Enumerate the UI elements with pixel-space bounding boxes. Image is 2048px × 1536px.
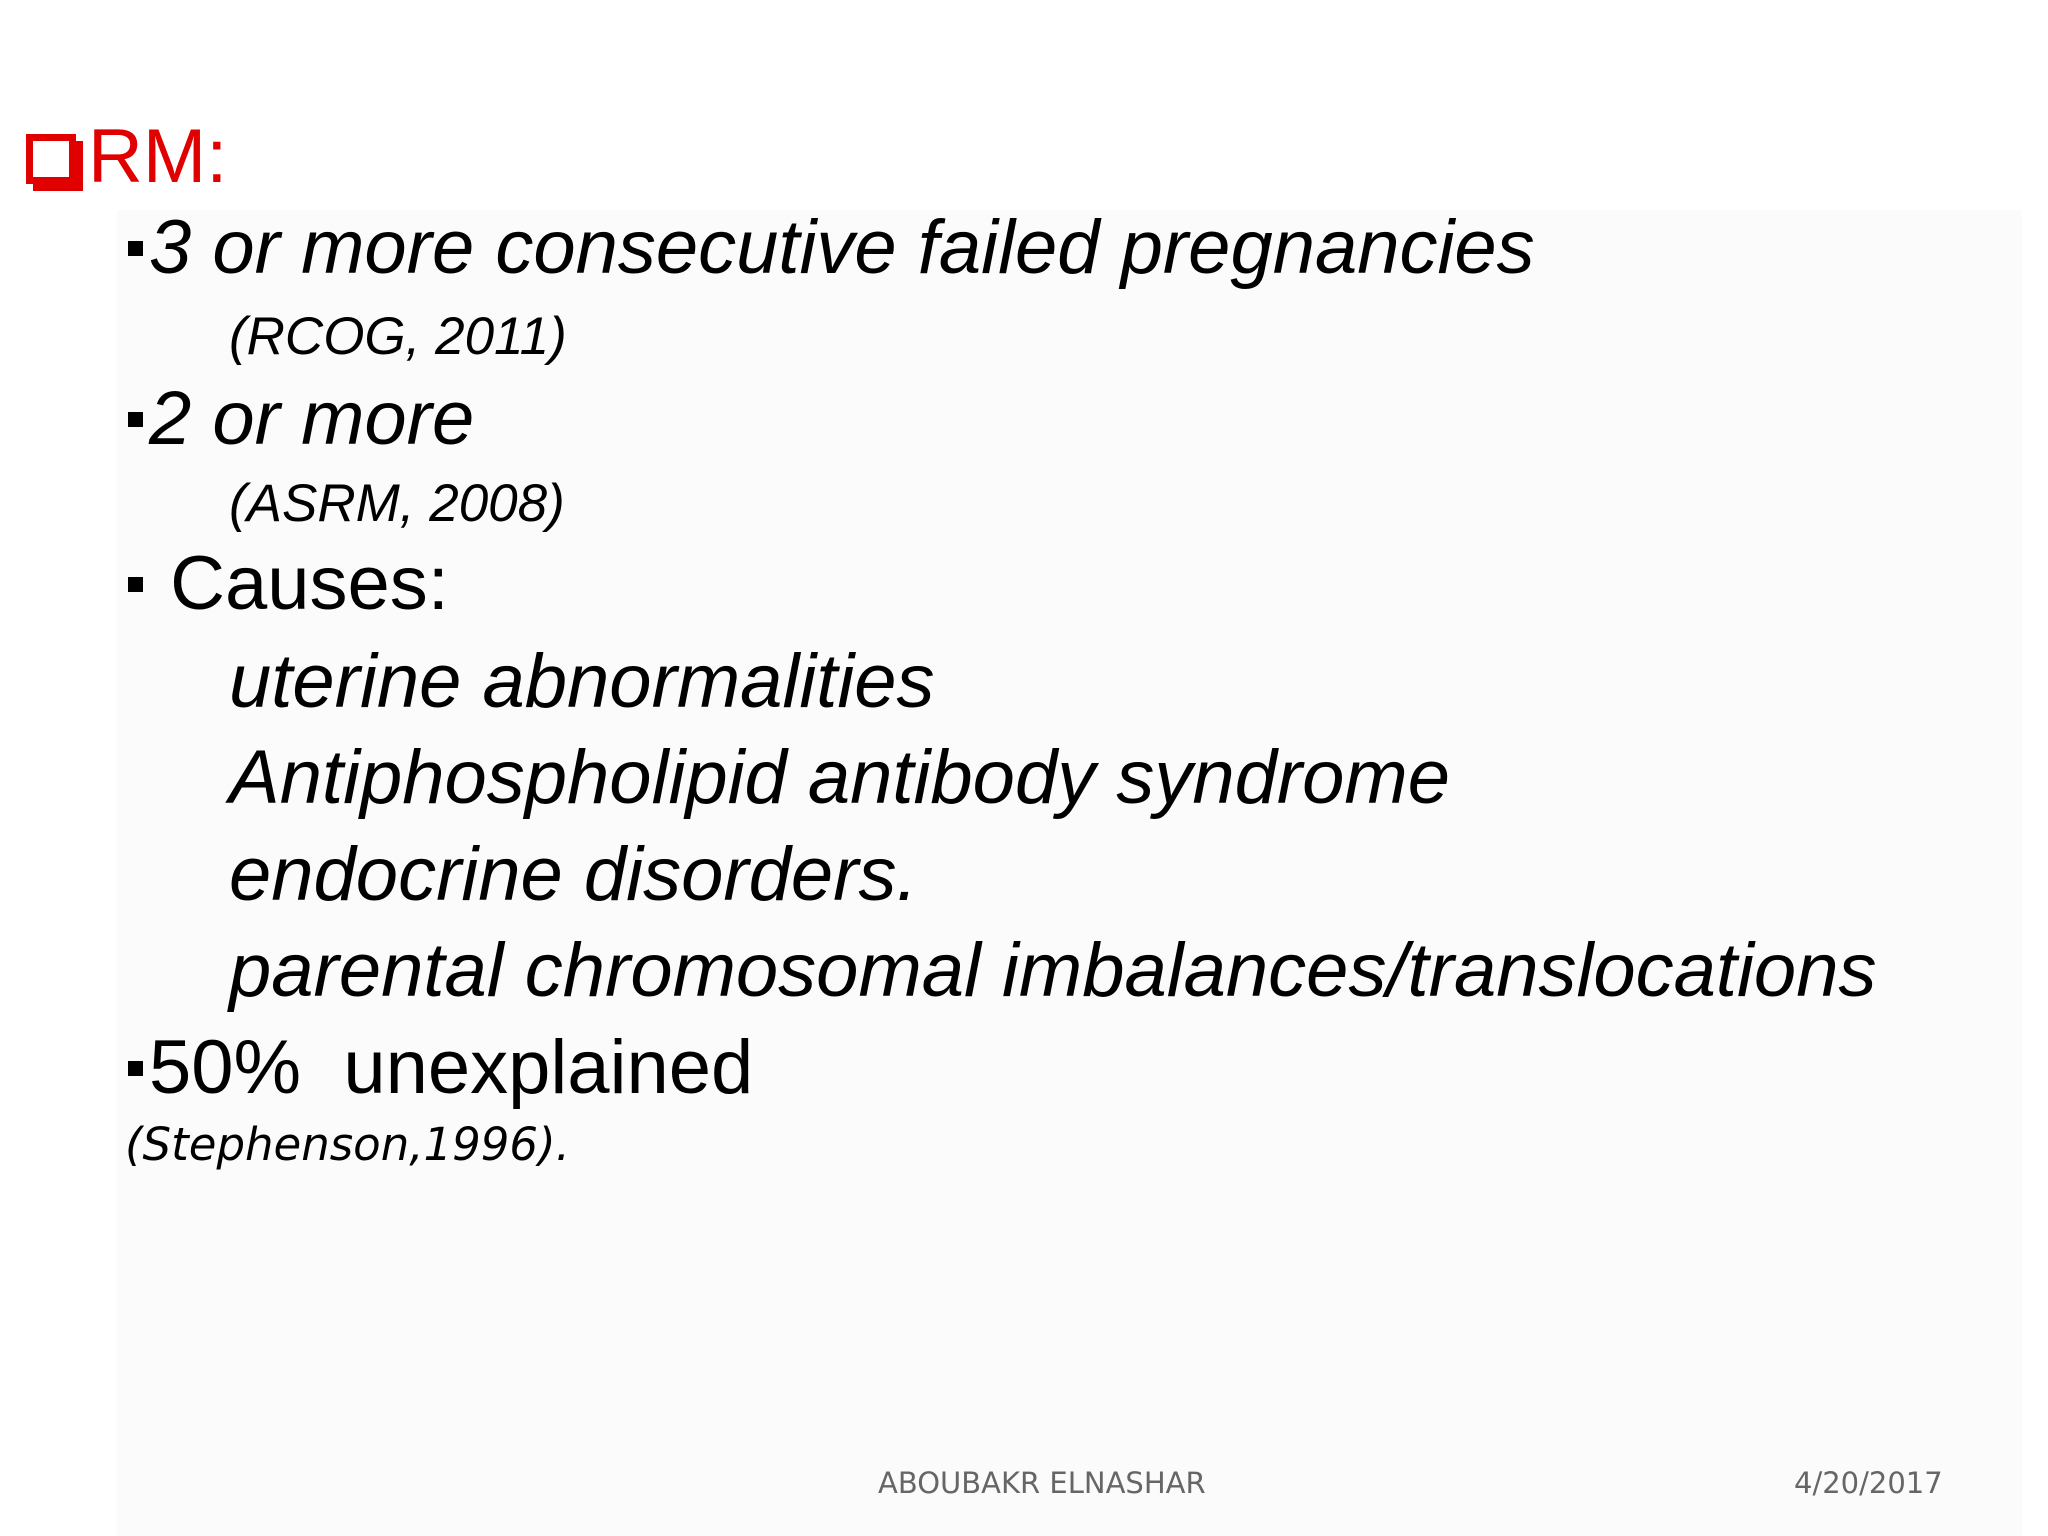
bullet-item-two-or-more — [128, 376, 475, 461]
square-bullet-icon — [128, 577, 143, 592]
cause-item: Antiphospholipid antibody syndrome — [229, 735, 1451, 820]
bullet-text: 2 or more — [149, 376, 475, 461]
bullet-item-causes — [128, 541, 449, 626]
bullet-text: Causes: — [149, 541, 449, 626]
square-bullet-icon — [128, 1061, 143, 1076]
reference-asrm: (ASRM, 2008) — [229, 474, 565, 533]
square-bullet-icon — [128, 241, 143, 256]
reference-rcog: (RCOG, 2011) — [229, 307, 567, 366]
cause-item: uterine abnormalities — [229, 639, 935, 724]
bullet-item-unexplained — [128, 1025, 754, 1110]
reference-stephenson: (Stephenson,1996). — [125, 1118, 570, 1171]
footer-author: ABOUBAKR ELNASHAR — [878, 1466, 1206, 1500]
cause-item: endocrine disorders. — [229, 832, 918, 917]
bullet-text: 50% unexplained — [149, 1025, 754, 1110]
bullet-item-consecutive — [128, 205, 1535, 290]
footer-date: 4/20/2017 — [1794, 1466, 1943, 1500]
heading-text: RM: — [88, 114, 228, 199]
square-bullet-icon — [128, 412, 143, 427]
bullet-text: 3 or more consecutive failed pregnancies — [149, 205, 1535, 290]
checkbox-icon — [26, 134, 76, 184]
slide-heading — [26, 112, 227, 202]
cause-item: parental chromosomal imbalances/translocations — [229, 928, 1877, 1013]
